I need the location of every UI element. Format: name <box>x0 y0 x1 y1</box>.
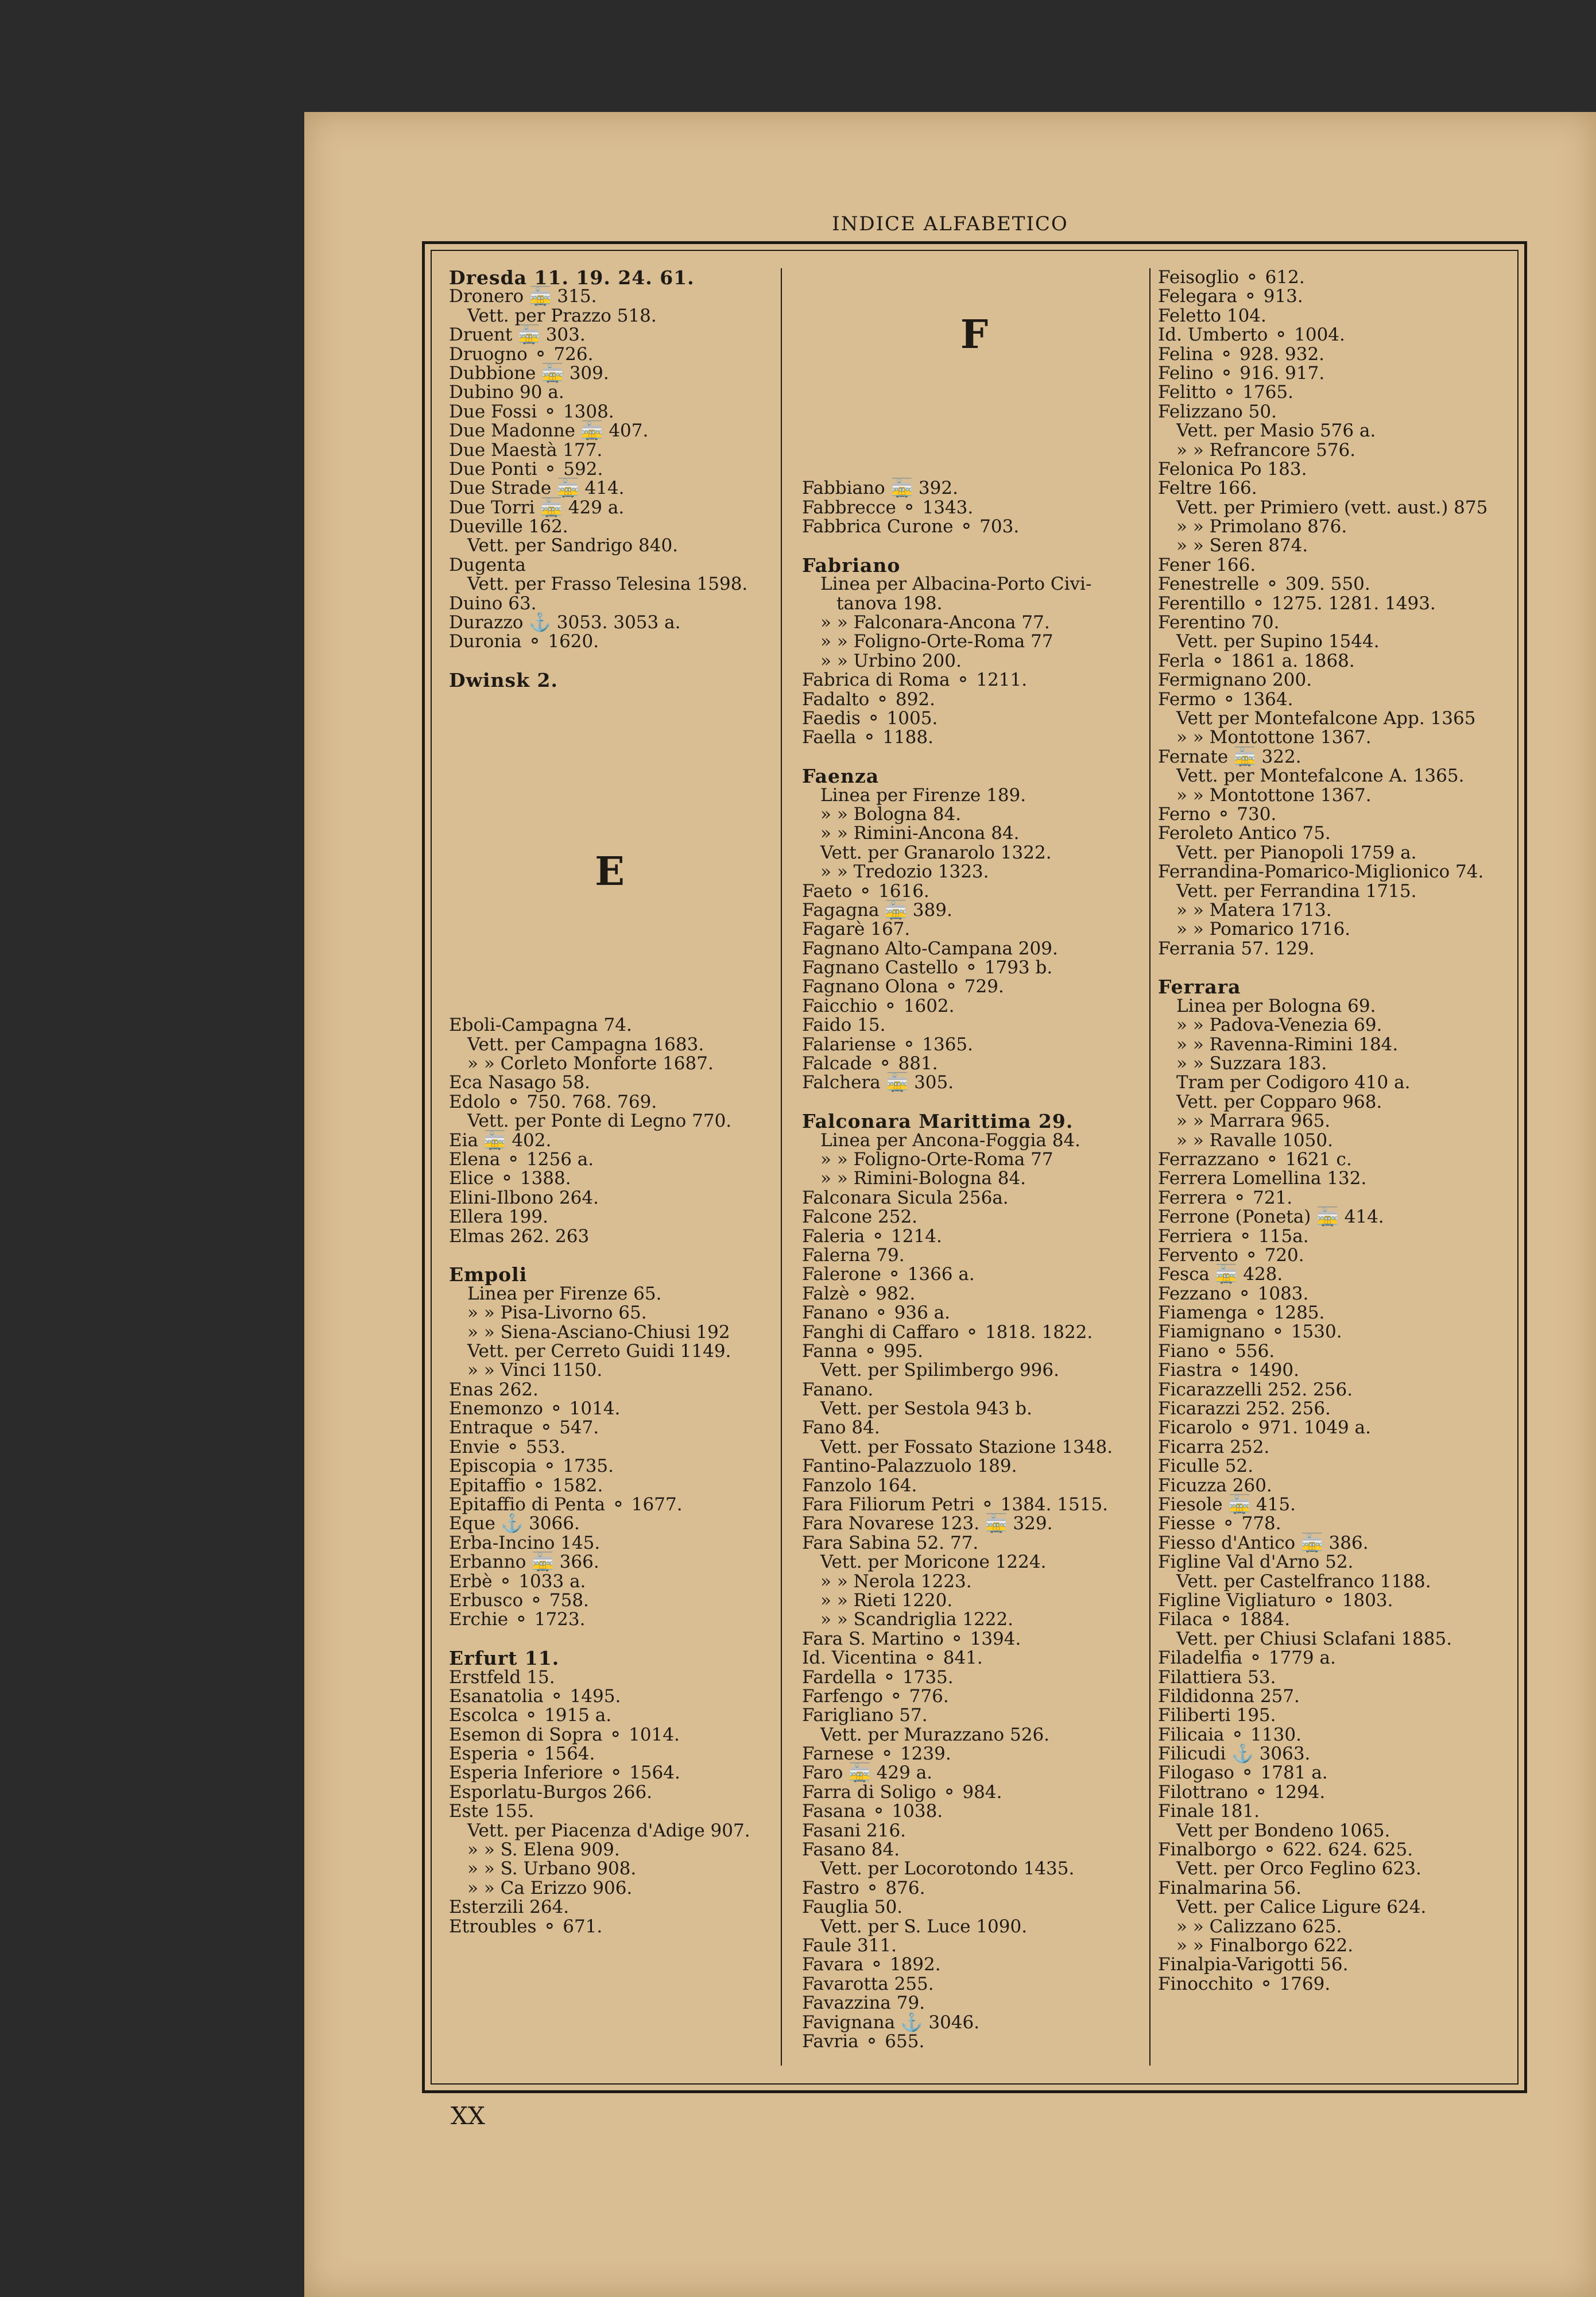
index-entry: Favara ⚬ 1892. <box>802 1954 941 1975</box>
index-entry: » » Rimini-Ancona 84. <box>820 823 1020 844</box>
index-entry: Escolca ⚬ 1915 a. <box>449 1705 612 1726</box>
index-entry: Vett. per Prazzo 518. <box>467 305 657 326</box>
index-entry: » » Pomarico 1716. <box>1176 919 1351 940</box>
index-entry: Filottrano ⚬ 1294. <box>1158 1781 1326 1803</box>
index-entry: Eboli-Campagna 74. <box>449 1015 632 1036</box>
index-entry: Vett. per Piacenza d'Adige 907. <box>467 1820 750 1841</box>
index-heading: Fabriano <box>802 554 901 577</box>
index-entry: Fiamenga ⚬ 1285. <box>1158 1302 1325 1324</box>
index-entry: Erbè ⚬ 1033 a. <box>449 1571 586 1592</box>
index-entry: Esperia Inferiore ⚬ 1564. <box>449 1762 680 1784</box>
index-entry: Falerone ⚬ 1366 a. <box>802 1264 975 1285</box>
index-entry: Faeto ⚬ 1616. <box>802 880 929 902</box>
index-entry: Linea per Firenze 189. <box>820 784 1026 806</box>
index-entry: » » Tredozio 1323. <box>820 861 989 883</box>
index-entry <box>802 383 1146 402</box>
index-entry: Vett. per Pianopoli 1759 a. <box>1176 842 1417 863</box>
index-entry: Ficuzza 260. <box>1158 1475 1272 1496</box>
index-entry: » » Calizzano 625. <box>1176 1916 1342 1937</box>
index-entry: » » Montottone 1367. <box>1176 727 1372 748</box>
index-entry: Due Madonne 🚋 407. <box>449 420 649 442</box>
index-entry: Fener 166. <box>1158 554 1256 575</box>
index-heading: Dresda 11. 19. 24. 61. <box>449 266 695 289</box>
index-entry: Tram per Codigoro 410 a. <box>1176 1072 1411 1093</box>
index-entry: Erbanno 🚋 366. <box>449 1552 599 1573</box>
index-entry <box>449 709 770 728</box>
index-entry: » » Seren 874. <box>1176 535 1308 556</box>
index-heading: Empoli <box>449 1263 528 1286</box>
index-entry: Due Strade 🚋 414. <box>449 478 625 499</box>
index-entry: » » Montottone 1367. <box>1176 784 1372 806</box>
index-entry <box>802 287 1146 306</box>
index-entry: Elini-Ilbono 264. <box>449 1187 599 1208</box>
index-frame-inner <box>431 250 1518 2085</box>
index-entry: » » Rieti 1220. <box>820 1590 953 1611</box>
index-entry: Vett. per S. Luce 1090. <box>820 1916 1028 1937</box>
index-entry: Esterzili 264. <box>449 1897 570 1918</box>
index-entry: Fasano 84. <box>802 1839 900 1861</box>
index-entry: » » Falconara-Ancona 77. <box>820 612 1050 633</box>
index-entry: Fauglia 50. <box>802 1897 903 1918</box>
index-entry: Ficarazzelli 252. 256. <box>1158 1379 1353 1400</box>
index-entry: Epitaffio di Penta ⚬ 1677. <box>449 1494 683 1515</box>
index-entry: Fanano ⚬ 936 a. <box>802 1302 951 1324</box>
index-entry: Filiberti 195. <box>1158 1705 1276 1726</box>
index-entry: Entraque ⚬ 547. <box>449 1417 599 1438</box>
index-entry: Eia 🚋 402. <box>449 1130 552 1151</box>
index-entry: Faido 15. <box>802 1015 886 1036</box>
index-entry: Ellera 199. <box>449 1206 548 1228</box>
index-entry: Fiano ⚬ 556. <box>1158 1340 1275 1362</box>
index-entry: Druent 🚋 303. <box>449 324 586 346</box>
index-entry: Fermignano 200. <box>1158 670 1312 691</box>
index-entry: » » Primolano 876. <box>1176 516 1347 537</box>
index-entry: Dubino 90 a. <box>449 382 564 403</box>
index-entry: Elice ⚬ 1388. <box>449 1168 571 1189</box>
index-entry: Dronero 🚋 315. <box>449 286 597 307</box>
index-entry: Vett. per Castelfranco 1188. <box>1176 1571 1431 1592</box>
index-entry: Elmas 262. 263 <box>449 1225 590 1247</box>
index-entry: Fiastra ⚬ 1490. <box>1158 1360 1300 1381</box>
index-entry: Esanatolia ⚬ 1495. <box>449 1685 621 1707</box>
index-entry: Dugenta <box>449 554 526 575</box>
index-entry: Farnese ⚬ 1239. <box>802 1743 951 1765</box>
index-entry: Vett. per Granarolo 1322. <box>820 842 1052 863</box>
index-entry: Finalborgo ⚬ 622. 624. 625. <box>1158 1839 1413 1861</box>
index-entry: Vett. per Ferrandina 1715. <box>1176 880 1417 902</box>
index-entry: Falconara Sicula 256a. <box>802 1187 1009 1208</box>
index-entry: Vett. per Frasso Telesina 1598. <box>467 574 748 595</box>
index-entry: Edolo ⚬ 750. 768. 769. <box>449 1091 657 1112</box>
index-entry: Enas 262. <box>449 1379 539 1400</box>
index-entry <box>802 421 1146 440</box>
index-entry <box>449 997 770 1016</box>
book-page <box>304 112 1596 2297</box>
index-heading: Ferrara <box>1158 976 1241 999</box>
index-entry: Esemon di Sopra ⚬ 1014. <box>449 1724 680 1745</box>
index-entry: » » S. Elena 909. <box>467 1839 620 1861</box>
index-entry: Faedis ⚬ 1005. <box>802 708 938 729</box>
index-entry: Vett. per Spilimbergo 996. <box>820 1360 1059 1381</box>
index-entry: Felitto ⚬ 1765. <box>1158 382 1293 403</box>
index-entry: Ferrania 57. 129. <box>1158 938 1315 959</box>
index-entry: » » Padova-Venezia 69. <box>1176 1015 1382 1036</box>
index-entry: Fara Novarese 123. 🚋 329. <box>802 1513 1053 1534</box>
index-entry <box>449 767 770 786</box>
index-entry: Vett. per Sandrigo 840. <box>467 535 679 556</box>
index-entry: » » Vinci 1150. <box>467 1360 603 1381</box>
index-entry: Epitaffio ⚬ 1582. <box>449 1475 603 1496</box>
index-entry: Falcone 252. <box>802 1206 918 1228</box>
index-entry: Favria ⚬ 655. <box>802 2031 925 2052</box>
index-entry: Feltre 166. <box>1158 478 1257 499</box>
index-entry: Filicudi ⚓ 3063. <box>1158 1743 1311 1765</box>
index-entry: Linea per Albacina-Porto Civi- <box>820 574 1092 595</box>
index-entry: Finocchito ⚬ 1769. <box>1158 1973 1331 1994</box>
index-entry: Feletto 104. <box>1158 305 1266 326</box>
index-entry: Feroleto Antico 75. <box>1158 823 1331 844</box>
index-entry: Faule 311. <box>802 1935 897 1956</box>
index-entry: Ferriera ⚬ 115a. <box>1158 1225 1309 1247</box>
index-entry: Faro 🚋 429 a. <box>802 1762 933 1784</box>
index-entry: Finalpia-Varigotti 56. <box>1158 1954 1349 1975</box>
index-entry: » » Corleto Monforte 1687. <box>467 1053 714 1074</box>
index-entry: Felina ⚬ 928. 932. <box>1158 343 1325 365</box>
index-entry: Etroubles ⚬ 671. <box>449 1916 603 1937</box>
index-entry: » » Ravalle 1050. <box>1176 1130 1333 1151</box>
index-entry: Fastro ⚬ 876. <box>802 1877 925 1898</box>
index-entry: Vett. per Calice Ligure 624. <box>1176 1897 1427 1918</box>
index-entry: Vett. per Campagna 1683. <box>467 1034 704 1055</box>
index-entry: » » Pisa-Livorno 65. <box>467 1302 647 1324</box>
index-entry: Finalmarina 56. <box>1158 1877 1301 1898</box>
index-entry: Erba-Incino 145. <box>449 1532 601 1553</box>
index-entry: Durazzo ⚓ 3053. 3053 a. <box>449 612 681 633</box>
index-entry: » » Finalborgo 622. <box>1176 1935 1354 1956</box>
index-entry: Vett. per Moricone 1224. <box>820 1552 1047 1573</box>
index-entry: Fezzano ⚬ 1083. <box>1158 1283 1309 1304</box>
index-column-1 <box>449 268 770 1936</box>
index-heading: Erfurt 11. <box>449 1647 560 1670</box>
index-entry: Faicchio ⚬ 1602. <box>802 995 955 1016</box>
index-entry: Favarotta 255. <box>802 1973 934 1994</box>
index-entry: Feisoglio ⚬ 612. <box>1158 267 1305 288</box>
index-entry: Ficarazzi 252. 256. <box>1158 1398 1331 1420</box>
index-entry <box>449 1246 770 1265</box>
index-entry: Filicaia ⚬ 1130. <box>1158 1724 1301 1745</box>
index-entry: Enemonzo ⚬ 1014. <box>449 1398 621 1420</box>
index-entry: Fasana ⚬ 1038. <box>802 1801 943 1822</box>
index-entry: Vett. per Sestola 943 b. <box>820 1398 1032 1420</box>
index-entry: Este 155. <box>449 1801 534 1822</box>
index-entry <box>449 939 770 958</box>
index-entry: Ferrazzano ⚬ 1621 c. <box>1158 1148 1352 1170</box>
index-entry: Falzè ⚬ 982. <box>802 1283 916 1304</box>
index-entry: Fagarè 167. <box>802 919 911 940</box>
index-entry: » » Refrancore 576. <box>1176 439 1356 461</box>
index-entry: Farfengo ⚬ 776. <box>802 1685 949 1707</box>
index-entry: Vett. per Masio 576 a. <box>1176 420 1376 442</box>
index-entry: Fenestrelle ⚬ 309. 550. <box>1158 574 1370 595</box>
index-entry: » » Ravenna-Rimini 184. <box>1176 1034 1399 1055</box>
index-entry: Vett. per Orco Feglino 623. <box>1176 1858 1421 1880</box>
index-entry: Vett. per Locorotondo 1435. <box>820 1858 1075 1880</box>
index-entry <box>802 748 1146 767</box>
index-entry: Esperia ⚬ 1564. <box>449 1743 595 1765</box>
index-entry: Ferrone (Poneta) 🚋 414. <box>1158 1206 1384 1228</box>
index-entry <box>449 728 770 747</box>
index-entry: Ferrera Lomellina 132. <box>1158 1168 1367 1189</box>
index-entry: » » Urbino 200. <box>820 650 962 671</box>
index-entry: Fara Filiorum Petri ⚬ 1384. 1515. <box>802 1494 1109 1515</box>
index-entry: Dueville 162. <box>449 516 568 537</box>
index-entry: Filadelfia ⚬ 1779 a. <box>1158 1648 1336 1669</box>
index-entry: Fardella ⚬ 1735. <box>802 1666 954 1688</box>
index-entry: Ferno ⚬ 730. <box>1158 803 1277 825</box>
index-entry: Vett. per Murazzano 526. <box>820 1724 1050 1745</box>
index-entry: Fabrica di Roma ⚬ 1211. <box>802 670 1028 691</box>
index-entry: Erstfeld 15. <box>449 1666 555 1688</box>
index-entry: Ferentino 70. <box>1158 612 1280 633</box>
index-entry <box>449 920 770 939</box>
index-entry: Ferla ⚬ 1861 a. 1868. <box>1158 650 1355 671</box>
index-entry <box>449 901 770 920</box>
index-entry: Fano 84. <box>802 1417 880 1438</box>
index-entry: Fagnano Olona ⚬ 729. <box>802 976 1004 997</box>
index-entry: Filaca ⚬ 1884. <box>1158 1609 1291 1630</box>
index-entry: Fiamignano ⚬ 1530. <box>1158 1321 1342 1343</box>
page-header: INDICE ALFABETICO <box>832 212 1068 235</box>
index-entry: » » Marrara 965. <box>1176 1111 1331 1132</box>
index-entry <box>449 824 770 843</box>
index-entry: Fanzolo 164. <box>802 1475 917 1496</box>
index-entry: » » Ca Erizzo 906. <box>467 1877 633 1898</box>
index-entry: Druogno ⚬ 726. <box>449 343 594 365</box>
index-entry: » » Scandriglia 1222. <box>820 1609 1014 1630</box>
index-entry: Fanano. <box>802 1379 874 1400</box>
index-entry: Favazzina 79. <box>802 1993 925 2014</box>
index-entry: Linea per Ancona-Foggia 84. <box>820 1130 1081 1151</box>
index-entry: Felino ⚬ 916. 917. <box>1158 362 1325 384</box>
index-entry: Esporlatu-Burgos 266. <box>449 1781 653 1803</box>
index-entry: Fara Sabina 52. 77. <box>802 1532 979 1553</box>
index-entry: Ferrera ⚬ 721. <box>1158 1187 1293 1208</box>
index-entry: Id. Umberto ⚬ 1004. <box>1158 324 1345 346</box>
index-entry: Fesca 🚋 428. <box>1158 1264 1283 1285</box>
index-entry: » » S. Urbano 908. <box>467 1858 637 1880</box>
index-entry: Id. Vicentina ⚬ 841. <box>802 1648 983 1669</box>
index-entry: Fanna ⚬ 995. <box>802 1340 924 1362</box>
index-entry <box>802 268 1146 287</box>
index-column-3 <box>1158 268 1514 1994</box>
index-entry: Linea per Firenze 65. <box>467 1283 662 1304</box>
index-entry: Vett per Bondeno 1065. <box>1176 1820 1390 1841</box>
index-entry <box>449 958 770 977</box>
index-entry: Fanghi di Caffaro ⚬ 1818. 1822. <box>802 1321 1093 1343</box>
index-entry: Erchie ⚬ 1723. <box>449 1609 586 1630</box>
index-entry: Vett. per Ponte di Legno 770. <box>467 1111 732 1132</box>
index-entry: Filattiera 53. <box>1158 1666 1276 1688</box>
index-entry <box>802 1093 1146 1112</box>
index-entry: Finale 181. <box>1158 1801 1260 1822</box>
index-entry: Ficarra 252. <box>1158 1436 1270 1457</box>
index-entry <box>449 1630 770 1649</box>
index-entry: Favignana ⚓ 3046. <box>802 2012 980 2033</box>
page-number: XX <box>451 2102 485 2130</box>
index-entry: » » Nerola 1223. <box>820 1571 972 1592</box>
index-entry: » » Bologna 84. <box>820 803 962 825</box>
index-entry: Figline Vigliaturo ⚬ 1803. <box>1158 1590 1393 1611</box>
index-entry <box>449 748 770 767</box>
index-entry: Duino 63. <box>449 593 537 614</box>
index-entry: Vett. per Cerreto Guidi 1149. <box>467 1340 731 1362</box>
index-entry: Fasani 216. <box>802 1820 907 1841</box>
column-separator <box>781 268 782 2066</box>
index-entry: » » Matera 1713. <box>1176 899 1332 921</box>
index-entry: Vett per Montefalcone App. 1365 <box>1176 707 1476 729</box>
index-entry: Vett. per Chiusi Sclafani 1885. <box>1176 1628 1452 1649</box>
index-column-2 <box>802 268 1146 2051</box>
index-entry: Fabbiano 🚋 392. <box>802 478 958 499</box>
index-entry: » » Siena-Asciano-Chiusi 192 <box>467 1321 730 1343</box>
index-entry: Fadalto ⚬ 892. <box>802 689 935 710</box>
index-entry: Fernate 🚋 322. <box>1158 746 1301 767</box>
index-entry: Elena ⚬ 1256 a. <box>449 1148 594 1170</box>
index-entry: Vett. per Supino 1544. <box>1176 631 1380 652</box>
index-entry: Due Fossi ⚬ 1308. <box>449 401 614 422</box>
index-entry: Figline Val d'Arno 52. <box>1158 1552 1354 1573</box>
index-entry: Felegara ⚬ 913. <box>1158 286 1303 307</box>
index-entry <box>802 441 1146 460</box>
index-entry: Linea per Bologna 69. <box>1176 995 1376 1016</box>
index-entry: Fantino-Palazzuolo 189. <box>802 1456 1017 1477</box>
index-entry: Due Maestà 177. <box>449 439 603 461</box>
index-entry: Dubbione 🚋 309. <box>449 362 609 384</box>
index-entry: » » Suzzara 183. <box>1176 1053 1327 1074</box>
index-entry: Falariense ⚬ 1365. <box>802 1034 974 1055</box>
index-entry: Farra di Soligo ⚬ 984. <box>802 1781 1002 1803</box>
index-entry <box>802 403 1146 421</box>
index-entry: Fiesso d'Antico 🚋 386. <box>1158 1532 1369 1553</box>
index-entry <box>449 690 770 709</box>
index-heading: Dwinsk 2. <box>449 669 558 692</box>
index-entry: Fagagna 🚋 389. <box>802 899 952 921</box>
index-entry <box>1158 958 1514 977</box>
index-entry: Falchera 🚋 305. <box>802 1072 954 1093</box>
index-entry: Fagnano Castello ⚬ 1793 b. <box>802 957 1053 979</box>
index-entry: Faleria ⚬ 1214. <box>802 1225 942 1247</box>
index-entry: Felonica Po 183. <box>1158 458 1307 479</box>
index-entry: Fagnano Alto-Campana 209. <box>802 938 1058 959</box>
index-entry <box>449 977 770 996</box>
index-entry: Fara S. Martino ⚬ 1394. <box>802 1628 1021 1649</box>
index-entry: Farigliano 57. <box>802 1705 928 1726</box>
index-entry: Duronia ⚬ 1620. <box>449 631 599 652</box>
index-entry: Faella ⚬ 1188. <box>802 727 933 748</box>
index-entry: Fervento ⚬ 720. <box>1158 1244 1304 1266</box>
index-entry: Filogaso ⚬ 1781 a. <box>1158 1762 1328 1784</box>
index-entry: Ficulle 52. <box>1158 1456 1254 1477</box>
index-entry: Fabbrecce ⚬ 1343. <box>802 497 974 518</box>
index-entry: Falerna 79. <box>802 1244 905 1266</box>
index-entry: Vett. per Primiero (vett. aust.) 875 <box>1176 497 1488 518</box>
index-entry: Erbusco ⚬ 758. <box>449 1590 589 1611</box>
index-entry: Ferentillo ⚬ 1275. 1281. 1493. <box>1158 593 1436 614</box>
index-entry: Envie ⚬ 553. <box>449 1436 566 1457</box>
index-heading: Falconara Marittima 29. <box>802 1110 1074 1133</box>
index-entry <box>449 786 770 805</box>
section-letter: E <box>595 849 625 895</box>
index-entry <box>802 460 1146 479</box>
index-entry: » » Rimini-Bologna 84. <box>820 1168 1026 1189</box>
index-entry: » » Foligno-Orte-Roma 77 <box>820 1148 1053 1170</box>
index-entry: Fiesole 🚋 415. <box>1158 1494 1296 1515</box>
section-letter: F <box>960 312 989 358</box>
index-entry: Falcade ⚬ 881. <box>802 1053 938 1074</box>
index-entry: Eca Nasago 58. <box>449 1072 590 1093</box>
index-entry <box>449 652 770 671</box>
index-entry <box>802 364 1146 383</box>
index-entry: Ferrandina-Pomarico-Miglionico 74. <box>1158 861 1484 883</box>
index-entry <box>802 536 1146 555</box>
index-entry: Episcopia ⚬ 1735. <box>449 1456 614 1477</box>
index-frame <box>422 241 1527 2093</box>
index-entry: tanova 198. <box>836 593 943 614</box>
index-entry <box>449 805 770 824</box>
index-entry: Fiesse ⚬ 778. <box>1158 1513 1281 1534</box>
index-entry: Eque ⚓ 3066. <box>449 1513 580 1534</box>
index-entry: Vett. per Fossato Stazione 1348. <box>820 1436 1113 1457</box>
index-entry: Ficarolo ⚬ 971. 1049 a. <box>1158 1417 1371 1438</box>
index-entry: Vett. per Copparo 968. <box>1176 1091 1382 1112</box>
index-entry: Fermo ⚬ 1364. <box>1158 689 1293 710</box>
column-separator <box>1149 268 1150 2066</box>
index-entry: Felizzano 50. <box>1158 401 1277 422</box>
index-entry: Fabbrica Curone ⚬ 703. <box>802 516 1020 537</box>
index-entry: » » Foligno-Orte-Roma 77 <box>820 631 1053 652</box>
index-entry: Fildidonna 257. <box>1158 1685 1300 1707</box>
index-entry: Due Torri 🚋 429 a. <box>449 497 625 518</box>
index-heading: Faenza <box>802 765 880 788</box>
index-entry: Due Ponti ⚬ 592. <box>449 458 603 479</box>
index-entry: Vett. per Montefalcone A. 1365. <box>1176 765 1465 787</box>
